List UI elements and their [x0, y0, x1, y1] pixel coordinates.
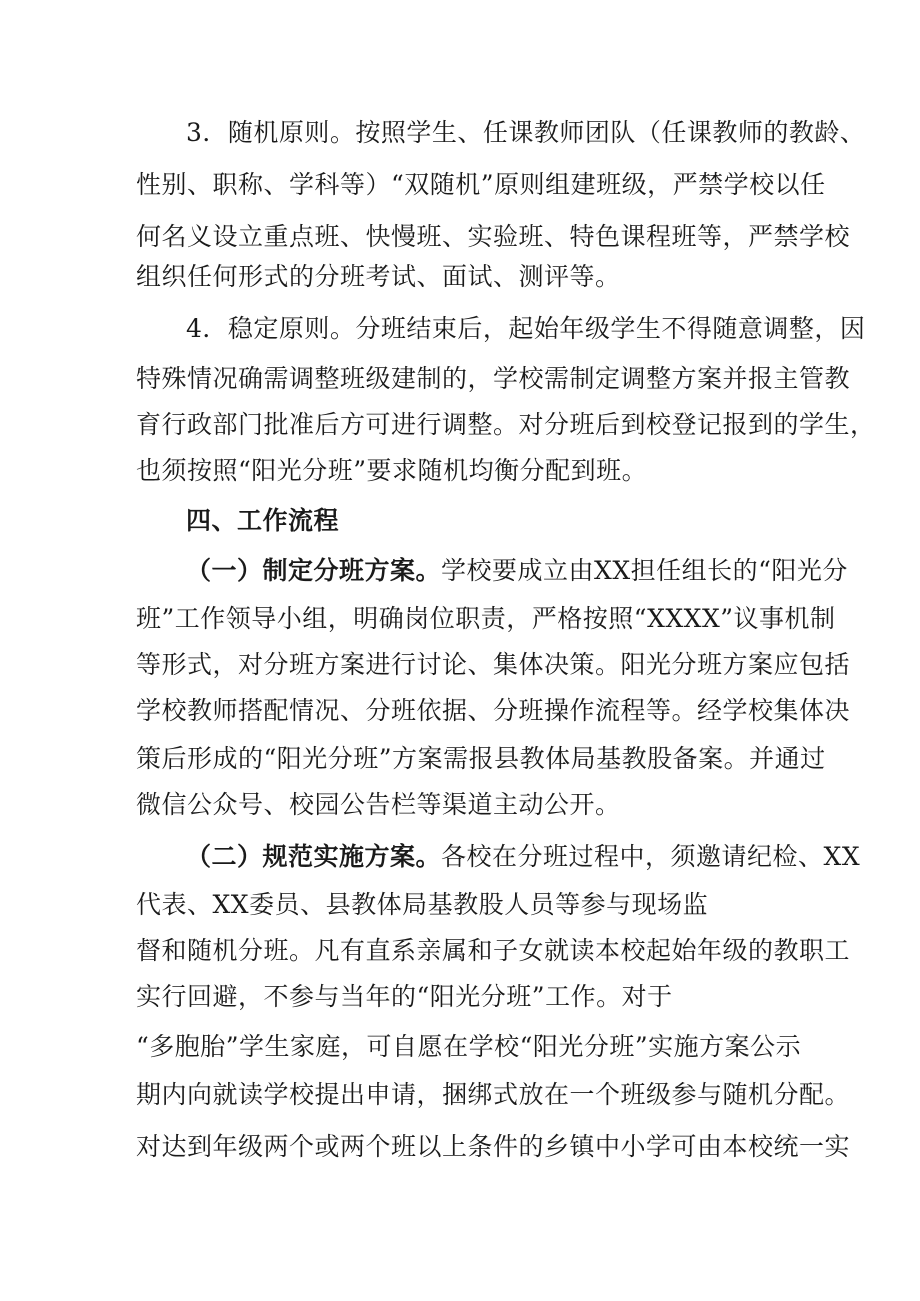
paragraph-line: 实行回避，不参与当年的“阳光分班”工作。对于 — [136, 982, 673, 1011]
paragraph-line: 督和随机分班。凡有直系亲属和子女就读本校起始年级的教职工 — [136, 936, 851, 965]
section-heading: 四、工作流程 — [186, 506, 340, 535]
paragraph-line: 育行政部门批准后方可进行调整。对分班后到校登记报到的学生， — [136, 410, 876, 439]
subsection-text: 学校要成立由XX担任组长的“阳光分 — [441, 556, 848, 585]
paragraph-line: 3．随机原则。按照学生、任课教师团队（任课教师的教龄、 — [186, 118, 866, 147]
paragraph-line: 4．稳定原则。分班结束后，起始年级学生不得随意调整，因 — [186, 314, 866, 343]
paragraph-line: 策后形成的“阳光分班”方案需报县教体局基教股备案。并通过 — [136, 744, 826, 773]
paragraph-line: 性别、职称、学科等）“双随机”原则组建班级，严禁学校以任 — [136, 170, 826, 199]
subsection-first-line — [186, 556, 866, 586]
paragraph-line: 期内向就读学校提出申请，捆绑式放在一个班级参与随机分配。 — [136, 1080, 851, 1109]
subsection-title: （一）制定分班方案。 — [186, 556, 442, 585]
subsection-text: 各校在分班过程中，须邀请纪检、XX — [441, 842, 861, 871]
paragraph-line: 代表、XX委员、县教体局基教股人员等参与现场监 — [136, 890, 709, 919]
subsection-first-line — [186, 842, 866, 872]
paragraph-line: 对达到年级两个或两个班以上条件的乡镇中小学可由本校统一实 — [136, 1132, 851, 1161]
paragraph-line: 也须按照“阳光分班”要求随机均衡分配到班。 — [136, 456, 648, 485]
paragraph-line: 特殊情况确需调整班级建制的，学校需制定调整方案并报主管教 — [136, 364, 851, 393]
paragraph-line: 何名义设立重点班、快慢班、实验班、特色课程班等，严禁学校 — [136, 222, 851, 251]
paragraph-line: 学校教师搭配情况、分班依据、分班操作流程等。经学校集体决 — [136, 696, 851, 725]
paragraph-line: “多胞胎”学生家庭，可自愿在学校“阳光分班”实施方案公示 — [136, 1032, 802, 1061]
paragraph-line: 等形式，对分班方案进行讨论、集体决策。阳光分班方案应包括 — [136, 650, 851, 679]
subsection-title: （二）规范实施方案。 — [186, 842, 442, 871]
paragraph-line: 班”工作领导小组，明确岗位职责，严格按照“XXXX”议事机制 — [136, 604, 836, 633]
paragraph-line: 微信公众号、校园公告栏等渠道主动公开。 — [136, 790, 621, 819]
paragraph-line: 组织任何形式的分班考试、面试、测评等。 — [136, 262, 621, 291]
